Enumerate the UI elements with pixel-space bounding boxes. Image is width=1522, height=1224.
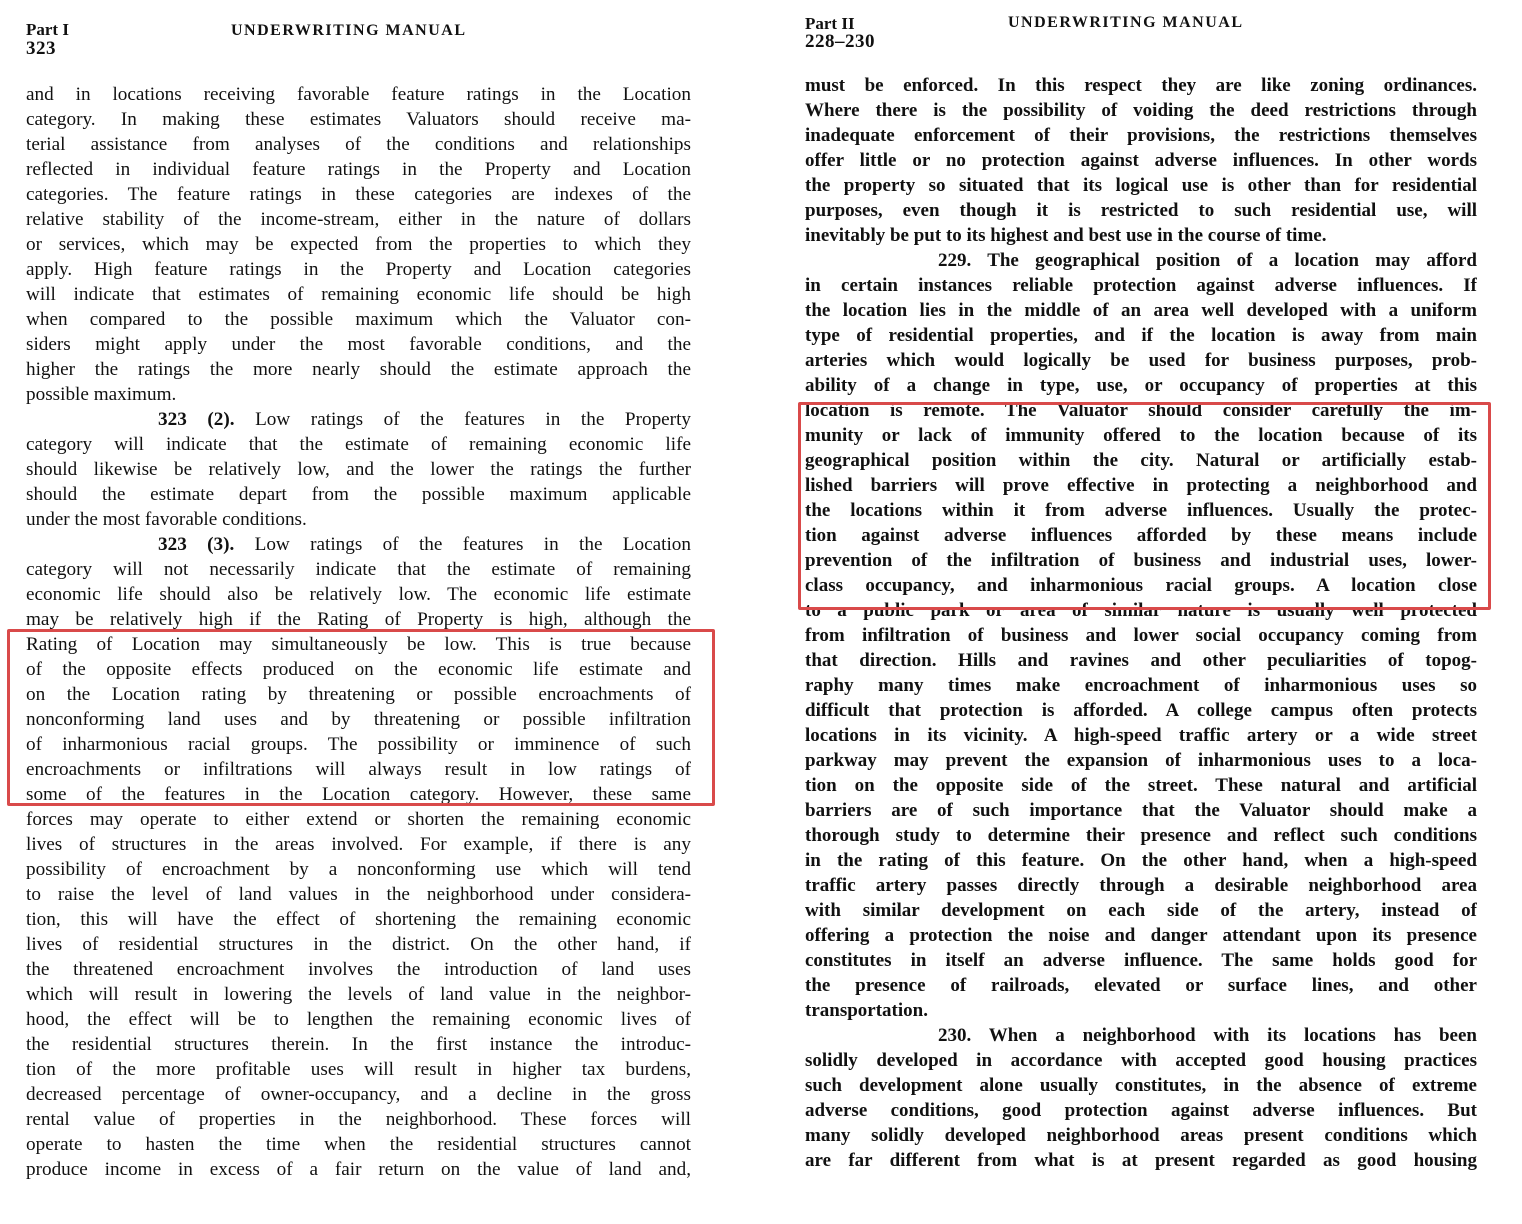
line-text: of the opposite effects produced on the economic life estimate and	[26, 659, 691, 680]
line-text: on the Location rating by threatening or possible encroachments of	[26, 684, 691, 705]
line-text: of inharmonious racial groups. The possibility or imminence of such	[26, 734, 691, 755]
line-text: offering a protection the noise and danger attendant upon its presence	[805, 925, 1477, 946]
line-text: locations in its vicinity. A high-speed traffic artery or a wide street	[805, 725, 1477, 746]
line-text: solidly developed in accordance with accepted good housing practices	[805, 1050, 1477, 1071]
line-text: lished barriers will prove effective in protecting a neighborhood and	[805, 475, 1477, 496]
line-text: some of the features in the Location category. However, these same	[26, 784, 691, 805]
line-text: When a neighborhood with its locations has been	[971, 1025, 1477, 1046]
text-line	[805, 248, 1477, 273]
text-line	[805, 498, 1477, 523]
text-line	[26, 857, 691, 882]
text-line	[26, 532, 691, 557]
line-text: purposes, even though it is restricted to such residential use, will	[805, 200, 1477, 221]
line-text: the residential structures therein. In the first instance the introduc-	[26, 1034, 691, 1055]
text-line	[26, 882, 691, 907]
line-text: class occupancy, and inharmonious racial groups. A location close	[805, 575, 1477, 596]
line-text: tion on the opposite side of the street. These natural and artificial	[805, 775, 1477, 796]
line-text: with similar development on each side of the artery, instead of	[805, 900, 1477, 921]
line-text: Low ratings of the features in the Property	[234, 409, 691, 430]
line-text: Rating of Location may simultaneously be low. This is true because	[26, 634, 691, 655]
line-text: apply. High feature ratings in the Property and Location categories	[26, 259, 691, 280]
text-line	[805, 623, 1477, 648]
text-line	[26, 407, 691, 432]
text-line	[26, 157, 691, 182]
text-line	[805, 173, 1477, 198]
text-line	[805, 748, 1477, 773]
line-text: produce income in excess of a fair return on the value of land and,	[26, 1159, 691, 1180]
text-line	[805, 948, 1477, 973]
line-text: when compared to the possible maximum which the Valuator con-	[26, 309, 691, 330]
paragraph-number: 229.	[938, 250, 972, 271]
line-text: the property so situated that its logical use is other than for residential	[805, 175, 1477, 196]
line-text: location is remote. The Valuator should consider carefully the im-	[805, 400, 1477, 421]
text-line	[26, 207, 691, 232]
text-line	[26, 457, 691, 482]
text-line	[26, 82, 691, 107]
line-text: thorough study to determine their presence and reflect such conditions	[805, 825, 1477, 846]
text-line	[805, 848, 1477, 873]
line-text: transportation.	[805, 1000, 928, 1021]
text-line	[26, 682, 691, 707]
text-line	[805, 1123, 1477, 1148]
left-running-title: UNDERWRITING MANUAL	[231, 22, 467, 39]
text-line	[26, 382, 691, 407]
text-line	[26, 832, 691, 857]
text-line	[805, 348, 1477, 373]
text-line	[26, 1107, 691, 1132]
paragraph-number: 230.	[938, 1025, 972, 1046]
text-line	[26, 707, 691, 732]
right-part-label: Part II	[805, 14, 855, 33]
line-text: lives of residential structures in the district. On the other hand, if	[26, 934, 691, 955]
text-line	[805, 773, 1477, 798]
text-line	[26, 632, 691, 657]
line-text: encroachments or infiltrations will always result in low ratings of	[26, 759, 691, 780]
line-text: decreased percentage of owner-occupancy, and a decline in the gross	[26, 1084, 691, 1105]
text-line	[26, 182, 691, 207]
text-line	[26, 807, 691, 832]
text-line	[805, 673, 1477, 698]
line-text: under the most favorable conditions.	[26, 509, 307, 530]
text-line	[805, 1048, 1477, 1073]
text-line	[805, 298, 1477, 323]
line-text: barriers are of such importance that the Valuator should make a	[805, 800, 1477, 821]
text-line	[805, 123, 1477, 148]
line-text: are far different from what is at present regarded as good housing	[805, 1150, 1477, 1171]
line-text: constitutes in itself an adverse influence. The same holds good for	[805, 950, 1477, 971]
line-text: or services, which may be expected from the properties to which they	[26, 234, 691, 255]
text-line	[805, 723, 1477, 748]
text-line	[26, 582, 691, 607]
line-text: from infiltration of business and lower social occupancy coming from	[805, 625, 1477, 646]
text-line	[26, 107, 691, 132]
line-text: that direction. Hills and ravines and other peculiarities of topog-	[805, 650, 1477, 671]
text-line	[805, 798, 1477, 823]
line-text: arteries which would logically be used for business purposes, prob-	[805, 350, 1477, 371]
line-text: geographical position within the city. Natural or artificially estab-	[805, 450, 1477, 471]
text-line	[26, 1057, 691, 1082]
text-line	[26, 432, 691, 457]
text-line	[805, 423, 1477, 448]
text-line	[805, 1148, 1477, 1173]
right-running-title: UNDERWRITING MANUAL	[1008, 14, 1244, 31]
text-line	[805, 1023, 1477, 1048]
line-text: many solidly developed neighborhood areas present conditions which	[805, 1125, 1477, 1146]
left-part-label: Part I	[26, 20, 69, 39]
text-line	[26, 957, 691, 982]
text-line	[26, 1032, 691, 1057]
line-text: categories. The feature ratings in these categories are indexes of the	[26, 184, 691, 205]
line-text: Where there is the possibility of voiding the deed restrictions through	[805, 100, 1477, 121]
line-text: adverse conditions, good protection against adverse influences. But	[805, 1100, 1477, 1121]
text-line	[26, 1132, 691, 1157]
line-text: tion against adverse influences afforded by these means include	[805, 525, 1477, 546]
text-line	[805, 223, 1477, 248]
line-text: type of residential properties, and if the location is away from main	[805, 325, 1477, 346]
line-text: forces may operate to either extend or shorten the remaining economic	[26, 809, 691, 830]
line-text: which will result in lowering the levels of land value in the neighbor-	[26, 984, 691, 1005]
text-line	[26, 1007, 691, 1032]
line-text: Low ratings of the features in the Location	[234, 534, 691, 555]
line-text: must be enforced. In this respect they are like zoning ordinances.	[805, 75, 1477, 96]
text-line	[805, 898, 1477, 923]
line-text: should likewise be relatively low, and the lower the ratings the further	[26, 459, 691, 480]
line-text: hood, the effect will be to lengthen the remaining economic lives of	[26, 1009, 691, 1030]
text-line	[805, 373, 1477, 398]
text-line	[26, 607, 691, 632]
text-line	[26, 307, 691, 332]
right-section-number: 228–230	[805, 31, 875, 52]
line-text: ability of a change in type, use, or occupancy of properties at this	[805, 375, 1477, 396]
line-text: possibility of encroachment by a nonconforming use which will tend	[26, 859, 691, 880]
line-text: siders might apply under the most favorable conditions, and the	[26, 334, 691, 355]
line-text: prevention of the infiltration of business and industrial uses, lower-	[805, 550, 1477, 571]
line-text: will indicate that estimates of remaining economic life should be high	[26, 284, 691, 305]
text-line	[26, 557, 691, 582]
line-text: parkway may prevent the expansion of inharmonious uses to a loca-	[805, 750, 1477, 771]
line-text: the threatened encroachment involves the introduction of land uses	[26, 959, 691, 980]
line-text: operate to hasten the time when the residential structures cannot	[26, 1134, 691, 1155]
line-text: reflected in individual feature ratings in the Property and Location	[26, 159, 691, 180]
text-line	[805, 698, 1477, 723]
line-text: rental value of properties in the neighborhood. These forces will	[26, 1109, 691, 1130]
text-line	[26, 782, 691, 807]
text-line	[805, 323, 1477, 348]
text-line	[805, 148, 1477, 173]
line-text: in certain instances reliable protection against adverse influences. If	[805, 275, 1477, 296]
left-section-number: 323	[26, 38, 56, 59]
text-line	[805, 448, 1477, 473]
text-line	[805, 998, 1477, 1023]
line-text: traffic artery passes directly through a desirable neighborhood area	[805, 875, 1477, 896]
text-line	[26, 482, 691, 507]
line-text: higher the ratings the more nearly should the estimate approach the	[26, 359, 691, 380]
text-line	[26, 357, 691, 382]
text-line	[26, 907, 691, 932]
line-text: in the rating of this feature. On the other hand, when a high-speed	[805, 850, 1477, 871]
text-line	[805, 273, 1477, 298]
line-text: may be relatively high if the Rating of Property is high, although the	[26, 609, 691, 630]
line-text: tion of the more profitable uses will result in higher tax burdens,	[26, 1059, 691, 1080]
text-line	[26, 1082, 691, 1107]
line-text: to a public park or area of similar nature is usually well protected	[805, 600, 1477, 621]
line-text: the location lies in the middle of an area well developed with a uniform	[805, 300, 1477, 321]
line-text: the locations within it from adverse influences. Usually the protec-	[805, 500, 1477, 521]
text-line	[805, 873, 1477, 898]
line-text: munity or lack of immunity offered to the location because of its	[805, 425, 1477, 446]
text-line	[26, 657, 691, 682]
line-text: inevitably be put to its highest and best use in the course of time.	[805, 225, 1327, 246]
left-body-text	[26, 82, 691, 1182]
text-line	[26, 507, 691, 532]
text-line	[805, 598, 1477, 623]
text-line	[805, 923, 1477, 948]
text-line	[26, 232, 691, 257]
line-text: nonconforming land uses and by threatening or possible infiltration	[26, 709, 691, 730]
line-text: The geographical position of a location may afford	[971, 250, 1477, 271]
line-text: category will indicate that the estimate of remaining economic life	[26, 434, 691, 455]
text-line	[805, 398, 1477, 423]
line-text: and in locations receiving favorable feature ratings in the Location	[26, 84, 691, 105]
text-line	[805, 73, 1477, 98]
line-text: terial assistance from analyses of the conditions and relationships	[26, 134, 691, 155]
line-text: economic life should also be relatively low. The economic life estimate	[26, 584, 691, 605]
text-line	[26, 132, 691, 157]
line-text: lives of structures in the areas involved. For example, if there is any	[26, 834, 691, 855]
text-line	[805, 548, 1477, 573]
text-line	[26, 332, 691, 357]
text-line	[26, 282, 691, 307]
line-text: tion, this will have the effect of shortening the remaining economic	[26, 909, 691, 930]
text-line	[805, 523, 1477, 548]
text-line	[26, 757, 691, 782]
right-body-text	[805, 73, 1477, 1173]
line-text: category will not necessarily indicate that the estimate of remaining	[26, 559, 691, 580]
line-text: possible maximum.	[26, 384, 177, 405]
line-text: category. In making these estimates Valuators should receive ma-	[26, 109, 691, 130]
line-text: relative stability of the income-stream, either in the nature of dollars	[26, 209, 691, 230]
text-line	[26, 257, 691, 282]
line-text: should the estimate depart from the possible maximum applicable	[26, 484, 691, 505]
text-line	[805, 98, 1477, 123]
text-line	[805, 973, 1477, 998]
text-line	[26, 732, 691, 757]
line-text: to raise the level of land values in the neighborhood under considera-	[26, 884, 691, 905]
text-line	[805, 473, 1477, 498]
paragraph-number: 323 (2).	[158, 409, 235, 430]
text-line	[805, 1098, 1477, 1123]
line-text: difficult that protection is afforded. A college campus often protects	[805, 700, 1477, 721]
line-text: the presence of railroads, elevated or surface lines, and other	[805, 975, 1477, 996]
line-text: such development alone usually constitutes, in the absence of extreme	[805, 1075, 1477, 1096]
line-text: inadequate enforcement of their provisions, the restrictions themselves	[805, 125, 1477, 146]
text-line	[805, 573, 1477, 598]
text-line	[805, 648, 1477, 673]
line-text: offer little or no protection against adverse influences. In other words	[805, 150, 1477, 171]
text-line	[805, 1073, 1477, 1098]
text-line	[805, 823, 1477, 848]
text-line	[26, 1157, 691, 1182]
text-line	[805, 198, 1477, 223]
text-line	[26, 982, 691, 1007]
paragraph-number: 323 (3).	[158, 534, 235, 555]
line-text: raphy many times make encroachment of inharmonious uses so	[805, 675, 1477, 696]
text-line	[26, 932, 691, 957]
